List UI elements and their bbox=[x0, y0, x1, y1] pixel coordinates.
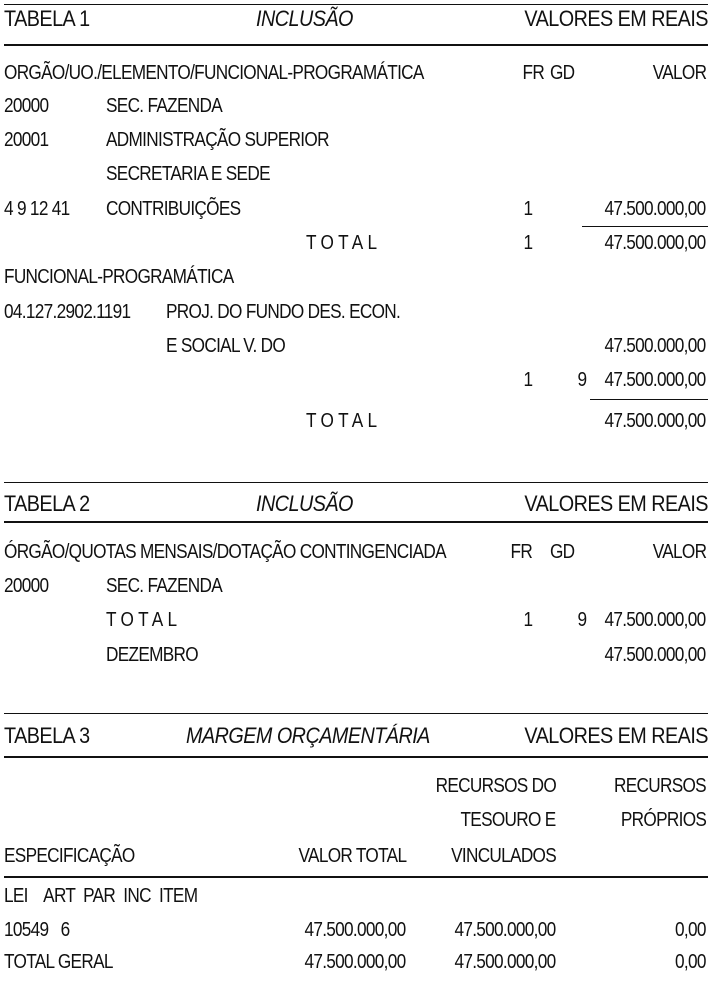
t3-row-tes: 47.500.000,00 bbox=[454, 919, 556, 941]
t2-total-label: TOTAL bbox=[106, 609, 182, 631]
t3-kind: MARGEM ORÇAMENTÁRIA bbox=[186, 723, 430, 748]
t1-total2-label: TOTAL bbox=[306, 410, 382, 432]
t3-col-prop: PRÓPRIOS bbox=[620, 809, 706, 831]
t2-col-valor: VALOR bbox=[652, 541, 706, 563]
t2-month-valor: 47.500.000,00 bbox=[604, 644, 706, 666]
t3-title: TABELA 3 bbox=[4, 723, 90, 748]
t1-title: TABELA 1 bbox=[4, 6, 90, 31]
t1-func-valor: 47.500.000,00 bbox=[604, 335, 706, 357]
t1-sum-rule bbox=[582, 226, 708, 227]
t1-sum-rule-2 bbox=[590, 399, 708, 400]
t1-func-code: 04.127.2902.1191 bbox=[4, 301, 131, 323]
t3-col-spec: ESPECIFICAÇÃO bbox=[4, 845, 135, 867]
t1-col-desc: ORGÃO/UO./ELEMENTO/FUNCIONAL-PROGRAMÁTICA bbox=[4, 62, 424, 84]
t2-kind: INCLUSÃO bbox=[256, 491, 353, 516]
t1-header-rule bbox=[4, 44, 708, 46]
t3-row-prop: 0,00 bbox=[675, 951, 706, 973]
t3-unit: VALORES EM REAIS bbox=[524, 723, 708, 748]
t1-func-header: FUNCIONAL-PROGRAMÁTICA bbox=[4, 266, 234, 288]
t3-row-total: 47.500.000,00 bbox=[304, 919, 406, 941]
t1-row-fr: 1 bbox=[523, 198, 532, 220]
t1-func-gd: 9 bbox=[577, 369, 586, 391]
t2-col-fr: FR bbox=[510, 541, 532, 563]
t1-total-fr: 1 bbox=[523, 232, 532, 254]
t1-total2-valor: 47.500.000,00 bbox=[604, 410, 706, 432]
t1-row-code: 4 9 12 41 bbox=[4, 198, 70, 220]
t2-title: TABELA 2 bbox=[4, 491, 90, 516]
t1-total-label: TOTAL bbox=[306, 232, 382, 254]
t1-total-valor: 47.500.000,00 bbox=[604, 232, 706, 254]
t2-org-desc: SEC. FAZENDA bbox=[106, 575, 222, 597]
t3-top-rule bbox=[4, 713, 708, 714]
t1-kind: INCLUSÃO bbox=[256, 6, 353, 31]
t1-func-valor2: 47.500.000,00 bbox=[604, 369, 706, 391]
t3-col-tes: TESOURO E bbox=[460, 809, 556, 831]
t2-total-valor: 47.500.000,00 bbox=[604, 609, 706, 631]
t1-row-desc: ADMINISTRAÇÃO SUPERIOR bbox=[106, 129, 329, 151]
t2-org-code: 20000 bbox=[4, 575, 49, 597]
t1-row-code: 20001 bbox=[4, 129, 49, 151]
t3-col-tes: VINCULADOS bbox=[451, 845, 556, 867]
t1-col-gd: GD bbox=[549, 62, 574, 84]
t1-func-desc: E SOCIAL V. DO bbox=[166, 335, 286, 357]
t1-unit: VALORES EM REAIS bbox=[524, 6, 708, 31]
t3-col-tes: RECURSOS DO bbox=[435, 775, 556, 797]
t1-func-desc: PROJ. DO FUNDO DES. ECON. bbox=[166, 301, 401, 323]
t2-col-desc: ÓRGÃO/QUOTAS MENSAIS/DOTAÇÃO CONTINGENCIADA bbox=[4, 541, 446, 563]
t1-row-code: 20000 bbox=[4, 95, 49, 117]
t3-col-total: VALOR TOTAL bbox=[298, 845, 406, 867]
t2-total-gd: 9 bbox=[577, 609, 586, 631]
t2-col-gd: GD bbox=[549, 541, 574, 563]
t3-row-total: 47.500.000,00 bbox=[304, 951, 406, 973]
t2-unit: VALORES EM REAIS bbox=[524, 491, 708, 516]
t1-row-desc: SEC. FAZENDA bbox=[106, 95, 222, 117]
t1-col-fr: FR bbox=[522, 62, 544, 84]
t3-header-rule bbox=[4, 756, 708, 758]
t1-row-valor: 47.500.000,00 bbox=[604, 198, 706, 220]
t3-row-spec: 10549 6 bbox=[4, 919, 70, 941]
t2-month: DEZEMBRO bbox=[106, 644, 198, 666]
t3-col-prop: RECURSOS bbox=[614, 775, 706, 797]
t3-sub-header: LEI ART PAR INC ITEM bbox=[4, 885, 198, 907]
t1-row-desc: SECRETARIA E SEDE bbox=[106, 163, 270, 185]
t1-func-fr: 1 bbox=[523, 369, 532, 391]
t3-row-prop: 0,00 bbox=[675, 919, 706, 941]
t1-col-valor: VALOR bbox=[652, 62, 706, 84]
t2-header-rule bbox=[4, 521, 708, 523]
t3-cols-rule bbox=[4, 876, 708, 878]
t3-row-tes: 47.500.000,00 bbox=[454, 951, 556, 973]
t1-top-rule bbox=[4, 4, 708, 5]
t1-row-desc: CONTRIBUIÇÕES bbox=[106, 198, 241, 220]
t2-top-rule bbox=[4, 482, 708, 483]
t3-row-spec: TOTAL GERAL bbox=[4, 951, 113, 973]
t2-total-fr: 1 bbox=[523, 609, 532, 631]
